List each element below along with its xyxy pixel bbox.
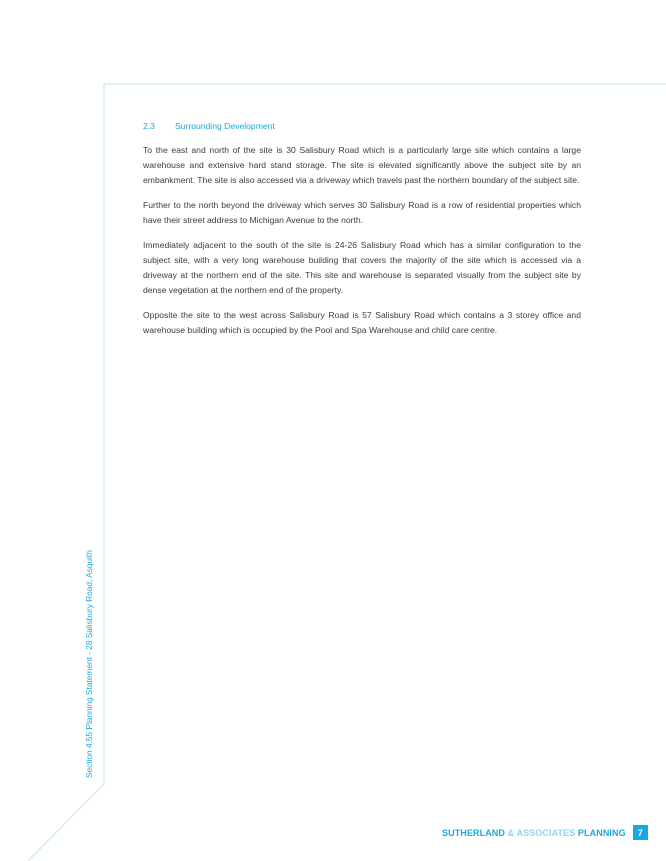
brand-logo (442, 828, 626, 838)
paragraph: Immediately adjacent to the south of the site is 24-26 Salisbury Road which has a similar configuration to the subject site, with a very long warehouse building that covers the majority of the site which is accessed via a driveway at the northern end of the site. This site and warehouse is separated visually from the subject site by dense vegetation at the northern end of the property. (143, 240, 581, 295)
brand-suffix: PLANNING (577, 827, 626, 838)
sidebar-document-title: Section 4.55 Planning Statement - 28 Salisbury Road, Asquith (84, 550, 94, 778)
page-number: 7 (633, 825, 648, 840)
section-number: 2.3 (143, 121, 155, 131)
section-heading (143, 120, 581, 132)
main-content (143, 120, 581, 348)
footer (442, 825, 648, 840)
section-title: Surrounding Development (174, 121, 275, 131)
paragraph: Opposite the site to the west across Salisbury Road is 57 Salisbury Road which contains a 3 storey office and warehouse building which is occupied by the Pool and Spa Warehouse and child care centre. (143, 310, 581, 335)
paragraph: Further to the north beyond the driveway which serves 30 Salisbury Road is a row of residential properties which have their street address to Michigan Avenue to the north. (143, 200, 581, 225)
brand-connector: & ASSOCIATES (505, 827, 578, 838)
paragraph: To the east and north of the site is 30 Salisbury Road which is a particularly large site which contains a large warehouse and extensive hard stand storage. The site is elevated significantly above the subject site by an embankment. The site is also accessed via a driveway which travels past the northern boundary of the subject site. (143, 145, 581, 185)
brand-name: SUTHERLAND (442, 827, 505, 838)
